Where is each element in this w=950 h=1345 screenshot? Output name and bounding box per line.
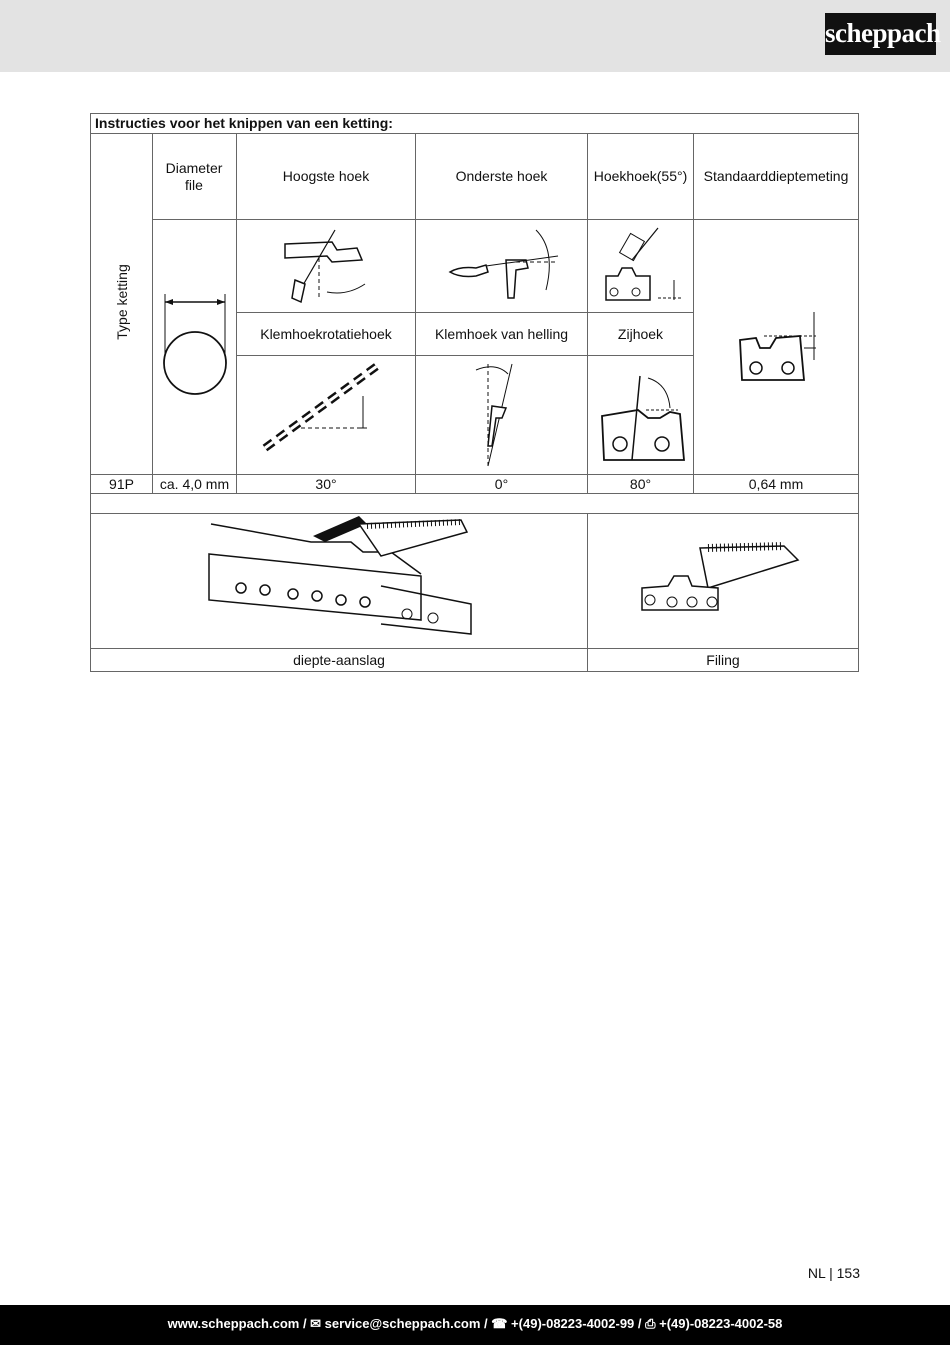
table-title: Instructies voor het knippen van een ketting:	[95, 115, 393, 131]
header-standaarddieptemeting: Standaarddieptemeting	[703, 168, 849, 184]
cell-angle-1: 30°	[315, 475, 337, 492]
subheader-klemhoekrotatiehoek: Klemhoekrotatiehoek	[260, 325, 392, 342]
header-hoogste-hoek: Hoogste hoek	[282, 168, 370, 184]
footer-contact: www.scheppach.com / ✉ service@scheppach.com / ☎ +(49)-08223-4002-99 / ⎙ +(49)-08223-4002-58	[167, 1316, 783, 1331]
top-angle-illustration	[237, 220, 415, 312]
clamp-rotation-illustration	[237, 356, 415, 474]
cell-depth: 0,64 mm	[748, 475, 804, 492]
depth-gauge-illustration	[694, 220, 858, 474]
header-hoekhoek: Hoekhoek(55°)	[593, 168, 688, 184]
bottom-angle-illustration	[416, 220, 587, 312]
side-angle-illustration	[588, 356, 693, 474]
cell-angle-3: 80°	[629, 475, 652, 492]
subheader-klemhoek-van-helling: Klemhoek van helling	[434, 325, 569, 342]
header-band	[0, 0, 950, 72]
filing-illustration	[588, 514, 858, 648]
clamp-slope-illustration	[416, 356, 587, 474]
label-filing: Filing	[706, 651, 740, 668]
file-circle-illustration	[153, 220, 236, 474]
corner-angle-illustration	[588, 220, 693, 312]
header-diameter-file: Diameter file	[165, 159, 223, 193]
page-number: NL | 153	[807, 1265, 860, 1281]
depth-stop-illustration	[91, 514, 587, 648]
label-diepte-aanslag: diepte-aanslag	[293, 651, 385, 668]
cell-type: 91P	[109, 475, 134, 492]
cell-diameter: ca. 4,0 mm	[159, 475, 230, 492]
subheader-zijhoek: Zijhoek	[617, 325, 664, 342]
header-onderste-hoek: Onderste hoek	[455, 168, 548, 184]
scheppach-logo: scheppach	[825, 13, 936, 55]
row-header-type-ketting: Type ketting	[114, 264, 130, 340]
cell-angle-2: 0°	[494, 475, 509, 492]
